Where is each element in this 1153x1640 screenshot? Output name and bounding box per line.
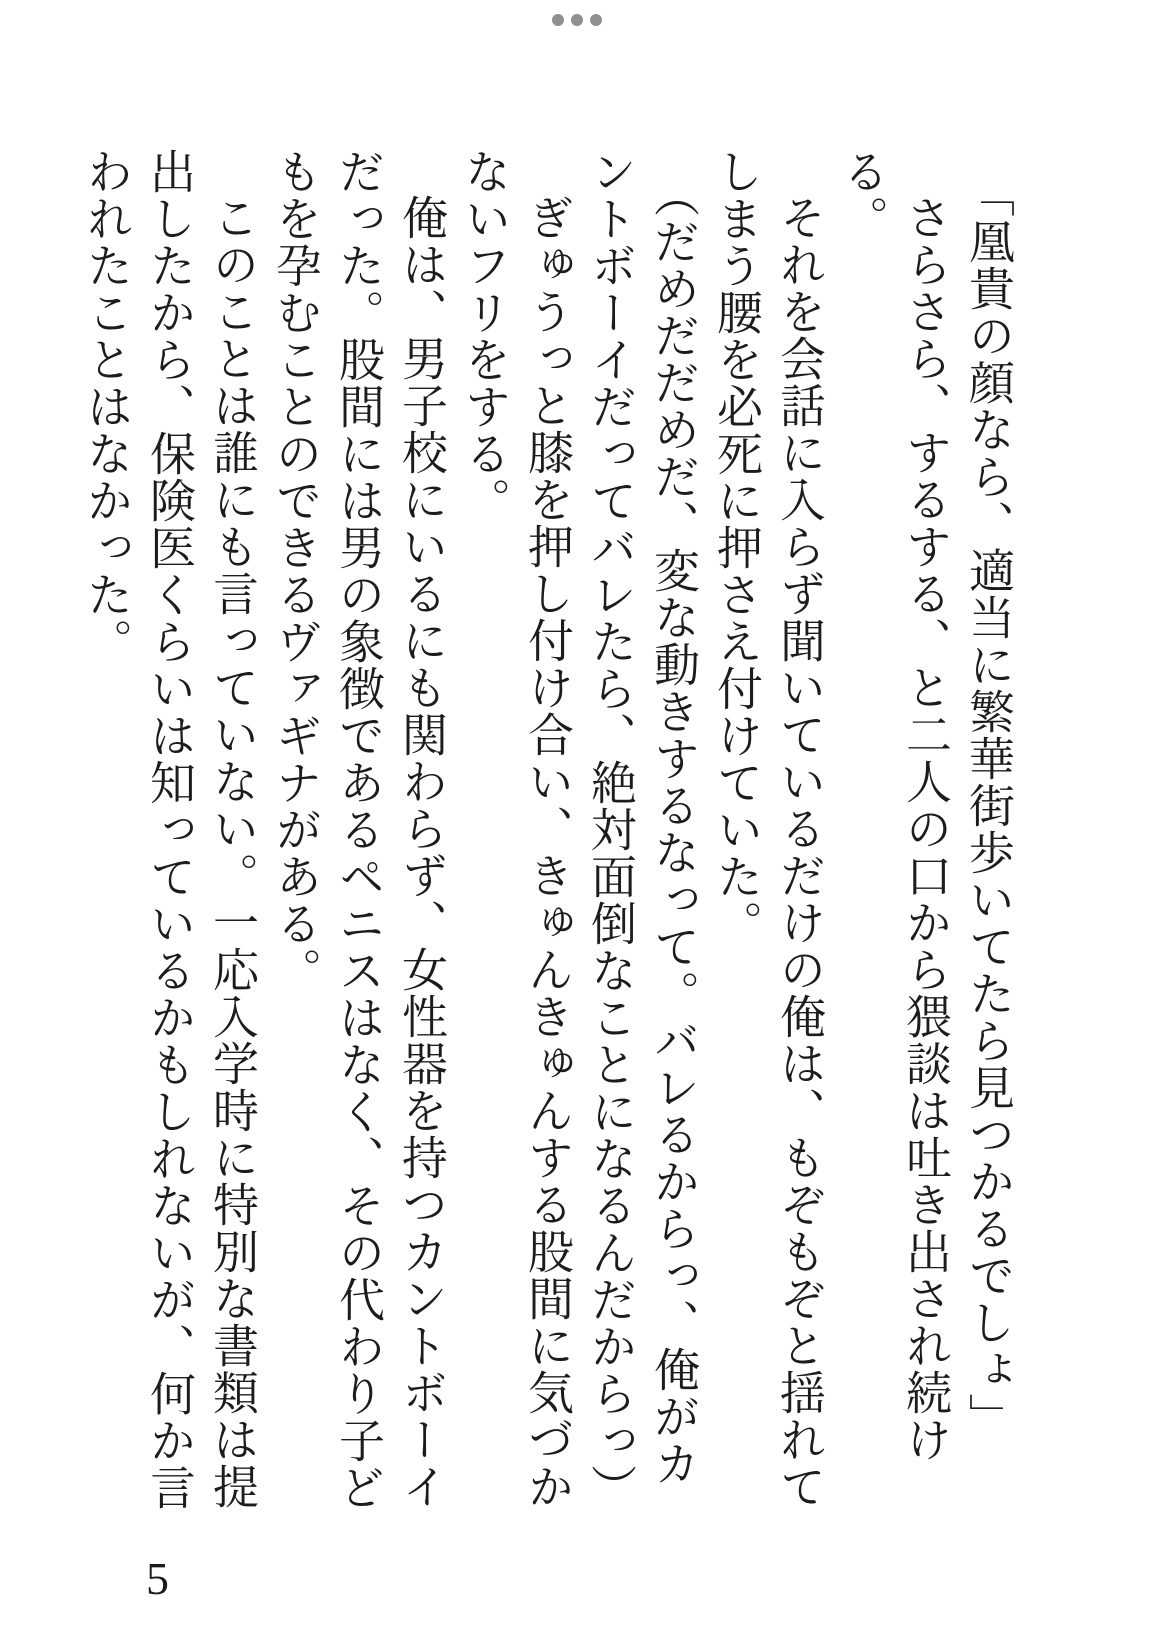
paragraph: （だめだだめだ、変な動きするなって。バレるからっ、俺がカントボーイだってバレたら、絶対面倒なことになるんだからっ） — [585, 148, 699, 1511]
paragraph: さらさら、するする、と二人の口から猥談は吐き出され続ける。 — [837, 148, 951, 1463]
page-text — [81, 148, 1020, 1528]
paragraph: それを会話に入らず聞いているだけの俺は、もぞもぞと揺れてしまう腰を必死に押さえ付けていた。 — [711, 148, 825, 1510]
paragraph: 「凰貴の顔なら、適当に繁華街歩いてたら見つかるでしょ」 — [963, 171, 1014, 1440]
paragraph: 俺は、男子校にいるにも関わらず、女性器を持つカントボーイだった。股間には男の象徴であるペニスはなく、その代わり子どもを孕むことのできるヴァギナがある。 — [270, 148, 447, 1511]
overflow-menu-button[interactable] — [542, 8, 612, 32]
paragraph: ぎゅうっと膝を押し付け合い、きゅんきゅんする股間に気づかないフリをする。 — [459, 148, 573, 1510]
paragraph: このことは誰にも言っていない。一応入学時に特別な書類は提出したから、保険医くらいは知っているかもしれないが、何か言われたことはなかった。 — [81, 148, 258, 1511]
ellipsis-icon — [590, 14, 602, 26]
ellipsis-icon — [552, 14, 564, 26]
ellipsis-icon — [571, 14, 583, 26]
page-number: 5 — [146, 1553, 169, 1604]
